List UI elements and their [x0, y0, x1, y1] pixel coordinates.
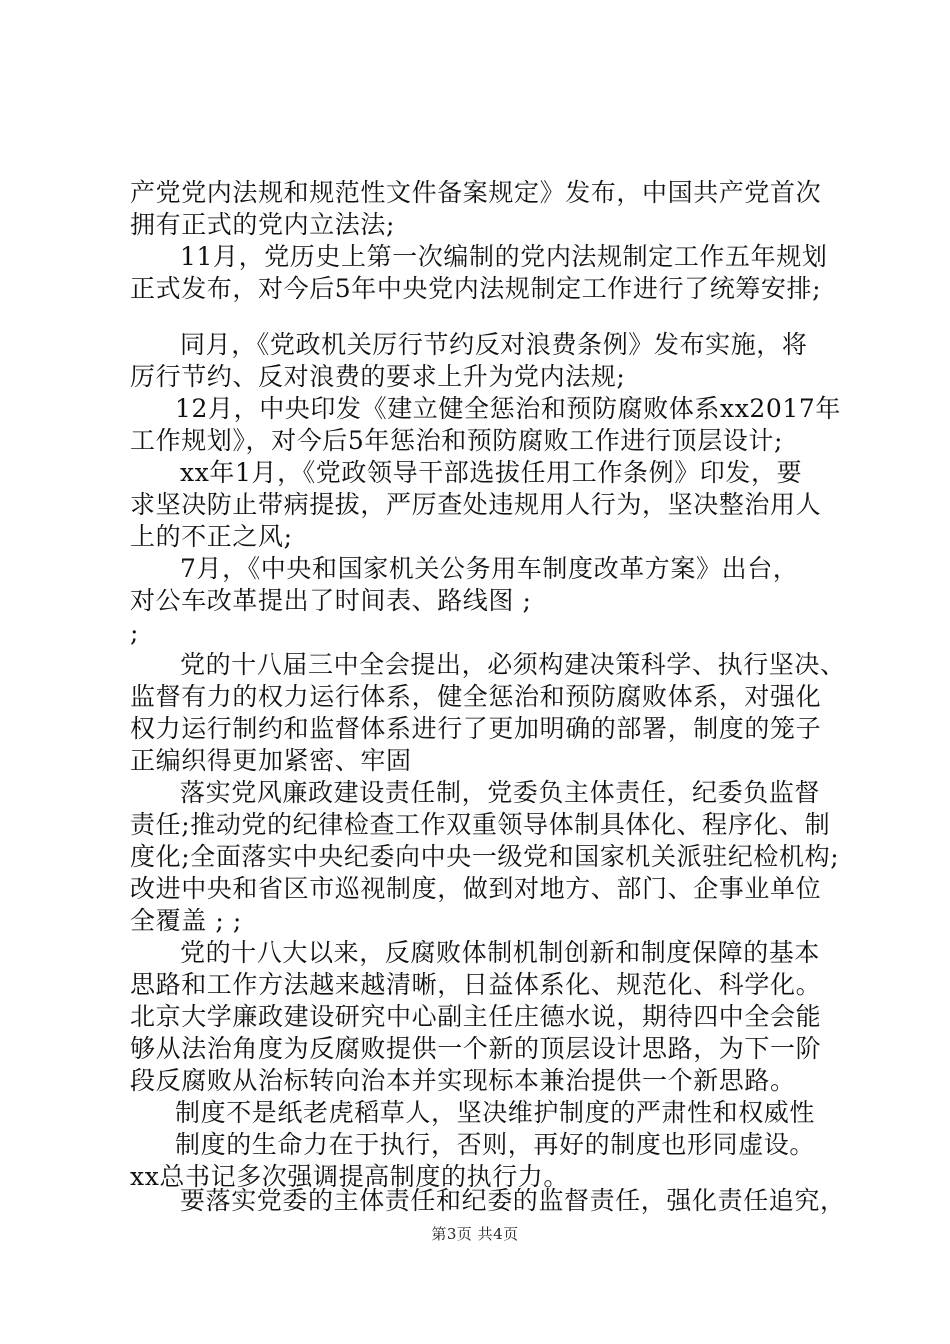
text-line: 正式发布，对今后5年中央党内法规制定工作进行了统筹安排;: [130, 274, 822, 303]
text-line: 思路和工作方法越来越清晰，日益体系化、规范化、科学化。: [130, 970, 822, 999]
text-line: 北京大学廉政建设研究中心副主任庄德水说，期待四中全会能: [130, 1002, 822, 1031]
text-line: xx年1月，《党政领导干部选拔任用工作条例》印发，要: [180, 458, 803, 487]
text-line: 11月，党历史上第一次编制的党内法规制定工作五年规划: [180, 242, 828, 271]
text-line: 全覆盖 ; ;: [130, 906, 242, 935]
text-line: 12月，中央印发《建立健全惩治和预防腐败体系xx2017年: [175, 394, 842, 423]
text-line: 落实党风廉政建设责任制，党委负主体责任，纪委负监督: [180, 778, 821, 807]
text-line: 上的不正之风;: [130, 522, 293, 551]
text-line: 制度不是纸老虎稻草人，坚决维护制度的严肃性和权威性: [175, 1098, 816, 1127]
text-line: 厉行节约、反对浪费的要求上升为党内法规;: [130, 362, 626, 391]
text-line: xx总书记多次强调提高制度的执行力。: [130, 1162, 569, 1191]
text-line: 同月，《党政机关厉行节约反对浪费条例》发布实施，将: [180, 330, 808, 359]
text-line: 责任;推动党的纪律检查工作双重领导体制具体化、程序化、制: [130, 810, 831, 839]
text-line: 要落实党委的主体责任和纪委的监督责任，强化责任追究，: [180, 1186, 846, 1215]
text-line: 段反腐败从治标转向治本并实现标本兼治提供一个新思路。: [130, 1066, 796, 1095]
text-line: ;: [130, 618, 140, 647]
text-line: 对公车改革提出了时间表、路线图 ;: [130, 586, 532, 615]
text-line: 度化;全面落实中央纪委向中央一级党和国家机关派驻纪检机构;: [130, 842, 840, 871]
text-line: 党的十八大以来，反腐败体制机制创新和制度保障的基本: [180, 938, 821, 967]
text-line: 7月，《中央和国家机关公务用车制度改革方案》出台，: [180, 554, 799, 583]
text-line: 工作规划》，对今后5年惩治和预防腐败工作进行顶层设计;: [130, 426, 784, 455]
text-line: 监督有力的权力运行体系，健全惩治和预防腐败体系，对强化: [130, 682, 822, 711]
text-line: 制度的生命力在于执行，否则，再好的制度也形同虚设。: [175, 1130, 816, 1159]
text-line: 产党党内法规和规范性文件备案规定》发布，中国共产党首次: [130, 178, 822, 207]
text-line: 拥有正式的党内立法法;: [130, 210, 396, 239]
text-line: 够从法治角度为反腐败提供一个新的顶层设计思路，为下一阶: [130, 1034, 822, 1063]
text-line: 正编织得更加紧密、牢固: [130, 746, 412, 775]
text-line: 改进中央和省区市巡视制度，做到对地方、部门、企事业单位: [130, 874, 822, 903]
text-line: 权力运行制约和监督体系进行了更加明确的部署，制度的笼子: [130, 714, 822, 743]
text-line: 求坚决防止带病提拔，严厉查处违规用人行为，坚决整治用人: [130, 490, 822, 519]
page-number-footer: 第3页 共4页: [431, 1225, 519, 1243]
text-line: 党的十八届三中全会提出，必须构建决策科学、执行坚决、: [180, 650, 846, 679]
